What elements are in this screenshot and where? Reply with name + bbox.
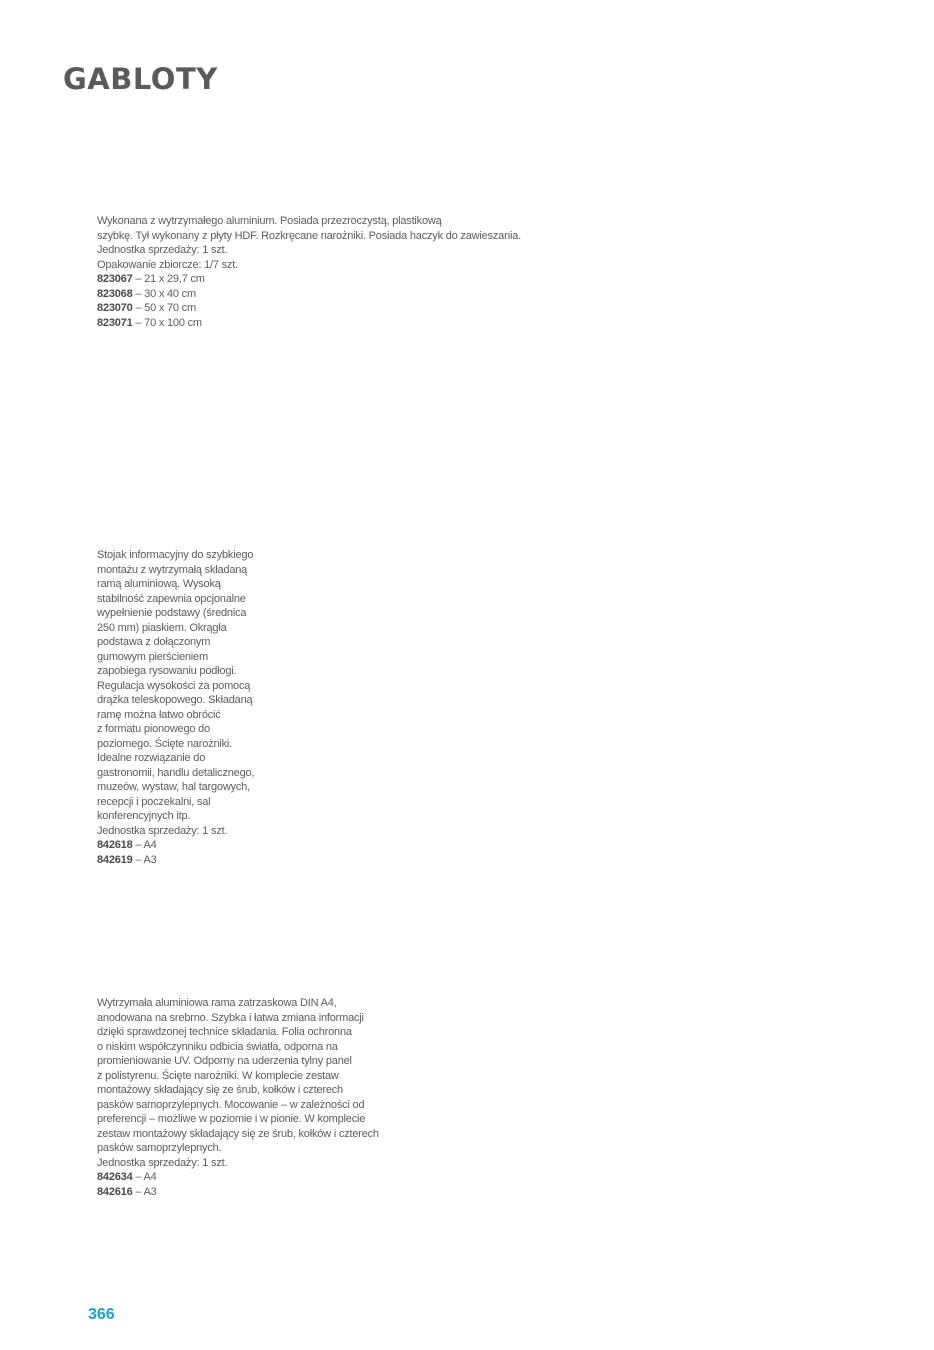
product-description-stand (97, 548, 254, 867)
description-line: poziomego. Ścięte narożniki. (97, 737, 233, 750)
variant-row (97, 301, 521, 316)
description-line: ramę można łatwo obrócić (97, 708, 221, 721)
description-line: Idealne rozwiązanie do (97, 752, 206, 764)
product-description-snap-frame (97, 996, 379, 1199)
description-line: z polistyrenu. Ścięte narożniki. W komplecie zestaw (97, 1069, 339, 1082)
description-line: 250 mm) piaskiem. Okrągła (97, 621, 227, 634)
description-line: zestaw montażowy składający się ze śrub, kołków i czterech (97, 1127, 379, 1140)
description-line: szybkę. Tył wykonany z płyty HDF. Rozkręcane narożniki. Posiada haczyk do zawieszania. (97, 229, 522, 242)
description-line: podstawa z dołączonym (97, 636, 211, 648)
description-line: drążka teleskopowego. Składaną (97, 694, 253, 706)
product-code: 823071 (97, 316, 133, 329)
description-line: dzięki sprawdzonej technice składania. Folia ochronna (97, 1026, 352, 1038)
description-line: Jednostka sprzedaży: 1 szt. (97, 244, 228, 256)
product-code: 823070 (97, 302, 133, 314)
description-line: muzeów, wystaw, hal targowych, (97, 781, 250, 793)
product-description-frame (97, 214, 521, 330)
description-line: montażu z wytrzymałą składaną (97, 563, 248, 576)
description-line: ramą aluminiową. Wysoką (97, 578, 221, 590)
description-line: Wytrzymała aluminiowa rama zatrzaskowa DIN A4, (97, 997, 337, 1009)
description-line: recepcji i poczekalni, sal (97, 795, 211, 808)
variant-row (97, 272, 521, 287)
product-code: 842616 (97, 1185, 133, 1198)
variant-row (97, 1170, 379, 1185)
description-line: promieniowanie UV. Odporny na uderzenia tylny panel (97, 1055, 352, 1067)
description-line: gastronomii, handlu detalicznego, (97, 766, 255, 779)
description-line: Stojak informacyjny do szybkiego (97, 549, 254, 561)
variant-row (97, 316, 521, 331)
product-size: – 30 x 40 cm (132, 287, 196, 300)
product-code: 823067 (97, 273, 133, 285)
description-line: zapobiega rysowaniu podłogi. (97, 665, 237, 677)
product-code: 842619 (97, 853, 133, 866)
description-line: konferencyjnych itp. (97, 810, 191, 822)
description-line: Opakowanie zbiorcze: 1/7 szt. (97, 258, 238, 271)
description-line: Jednostka sprzedaży: 1 szt. (97, 824, 228, 837)
description-line: anodowana na srebrno. Szybka i łatwa zmiana informacji (97, 1011, 364, 1024)
product-size: – A3 (132, 1185, 157, 1198)
description-line: preferencji – możliwe w poziomie i w pionie. W komplecie (97, 1113, 366, 1125)
description-line: z formatu pionowego do (97, 723, 211, 735)
product-code: 842634 (97, 1171, 133, 1183)
product-code: 842618 (97, 839, 133, 851)
description-line: pasków samoprzylepnych. (97, 1142, 222, 1154)
description-line: Wykonana z wytrzymałego aluminium. Posiada przezroczystą, plastikową (97, 215, 442, 227)
product-size: – 70 x 100 cm (132, 316, 202, 329)
description-line: montażowy składający się ze śrub, kołków i czterech (97, 1084, 343, 1096)
product-code: 823068 (97, 287, 133, 300)
variant-row (97, 287, 521, 302)
variant-row (97, 853, 254, 868)
product-size: – 21 x 29,7 cm (132, 273, 205, 285)
description-line: Regulacja wysokości za pomocą (97, 679, 251, 692)
variant-row (97, 1185, 379, 1200)
product-size: – A3 (132, 853, 157, 866)
description-line: o niskim współczynniku odbicia światła, odporna na (97, 1040, 338, 1053)
product-size: – A4 (132, 1171, 157, 1183)
description-line: Jednostka sprzedaży: 1 szt. (97, 1156, 228, 1169)
page-title: GABLOTY (63, 62, 218, 96)
description-line: gumowym pierścieniem (97, 650, 208, 663)
description-line: wypełnienie podstawy (średnica (97, 607, 247, 619)
product-size: – A4 (132, 839, 157, 851)
page-number: 366 (88, 1306, 115, 1323)
product-size: – 50 x 70 cm (132, 302, 196, 314)
description-line: stabilność zapewnia opcjonalne (97, 592, 246, 605)
description-line: pasków samoprzylepnych. Mocowanie – w zależności od (97, 1098, 365, 1111)
variant-row (97, 838, 254, 853)
